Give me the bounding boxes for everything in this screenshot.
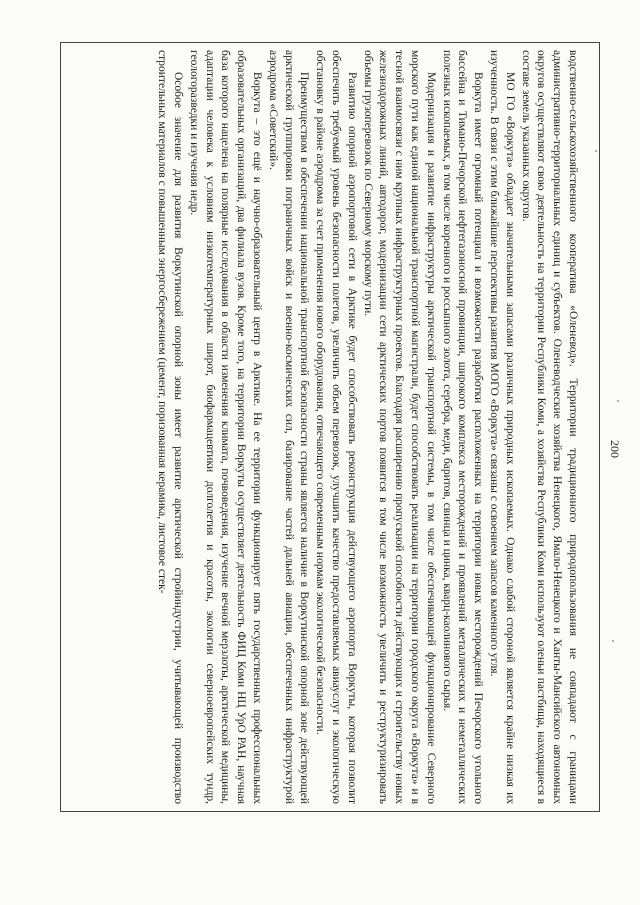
scan-speck	[595, 150, 597, 152]
paragraph: Развитию опорной аэропортовой сети в Арктике будет способствовать реконструкция действующего аэропорта Воркуты, которая позволит обеспечить требуемый уровень безопасности полетов, увеличить объем перевозок, улучшить качество предоставляемых авиауслуг и экологическую обстановку в районе аэродрома за счет применения нового оборудования, отвечающего современным нормам экологической безопасности.	[314, 50, 358, 804]
paragraph: Воркута – это ещё и научно-образовательный центр в Арктике. На ее территории функционирует пять государственных профессиональных образовательных организаций, два филиала вузов. Кроме того, на территории Воркуты осуществляет деятельность ФИЦ Коми НЦ УрО РАН, научная база которого нацелена на полярные исследования в области изменения климата, почвоведения, изучение вечной мерзлоты, арктической медицины, адаптации человека к условиям низкотемпературных широт, биофармацевтики долголетия и красоты, экологии северноевропейских тундр, геологоразведки и изучения недр.	[187, 50, 264, 804]
paragraph: Особое значение для развития Воркутинской опорной зоны имеет развитие арктической стройиндустрии, учитывающей производство строительных материалов с повышенным энергосбережением (цемент, поризованная керамика, листовое стек-	[156, 50, 185, 804]
scan-speck	[612, 640, 614, 642]
document-body	[153, 50, 580, 804]
paragraph: Воркута имеет огромный потенциал и возможности разработки расположенных на территории новых месторождений Печорского угольного бассейна и Тимано-Печорской нефтегазоносной провинции, широкого комплекса месторождений и проявлений металлических и неметаллических полезных ископаемых, в том числе коренного и россыпного золота, серебра, меди, баритов, свинца и цинка, кварц-каолинового сырья.	[440, 50, 485, 804]
paragraph: Модернизация и развитие инфраструктуры арктической транспортной системы, в том числе обеспечивающей функционирование Северного морского пути как единой национальной транспортной магистрали, будет способствовать реализации на территории городского округа «Воркута» и в тесной взаимосвязи с ним крупных инфраструктурных проектов. Благодаря расширению пропускной способности действующих и строительству новых железнодорожных линий, автодорог, модернизации сети арктических портов появится в том числе возможность увеличить и реструктуризировать объемы грузоперевозок по Северному морскому пути.	[361, 50, 437, 804]
scan-speck	[617, 400, 619, 402]
paragraph: МО ГО «Воркута» обладает значительными запасами различных природных ископаемых. Однако слабой стороной является крайне низкая их изученность. В связи с этим ближайшие перспективы развития МОГО «Воркута» связаны с освоением запасов каменного угля.	[488, 50, 516, 804]
paragraph-continuation: водственно-сельскохозяйственного кооператива «Оленевод». Территории традиционного природопользования не совпадают с границами административно-территориальных единиц и субъектов. Оленеводческие хозяйства Ненецкого, Ямало-Ненецкого и Ханты-Мансийского автономных округов осуществляют свою деятельность на территории Республики Коми, а хозяйства Республики Коми используют оленьи пастбища, находящиеся в составе земель указанных округов.	[519, 50, 579, 804]
page-number: 200	[608, 440, 622, 458]
paragraph: Преимуществом в обеспечении национальной транспортной безопасности страны является наличие в Воркутинской опорной зоне действующей арктической группировки пограничных войск и военно-космических сил, базирование частей дальней авиации, обеспеченных инфраструктурой аэродрома «Советский».	[266, 50, 311, 804]
